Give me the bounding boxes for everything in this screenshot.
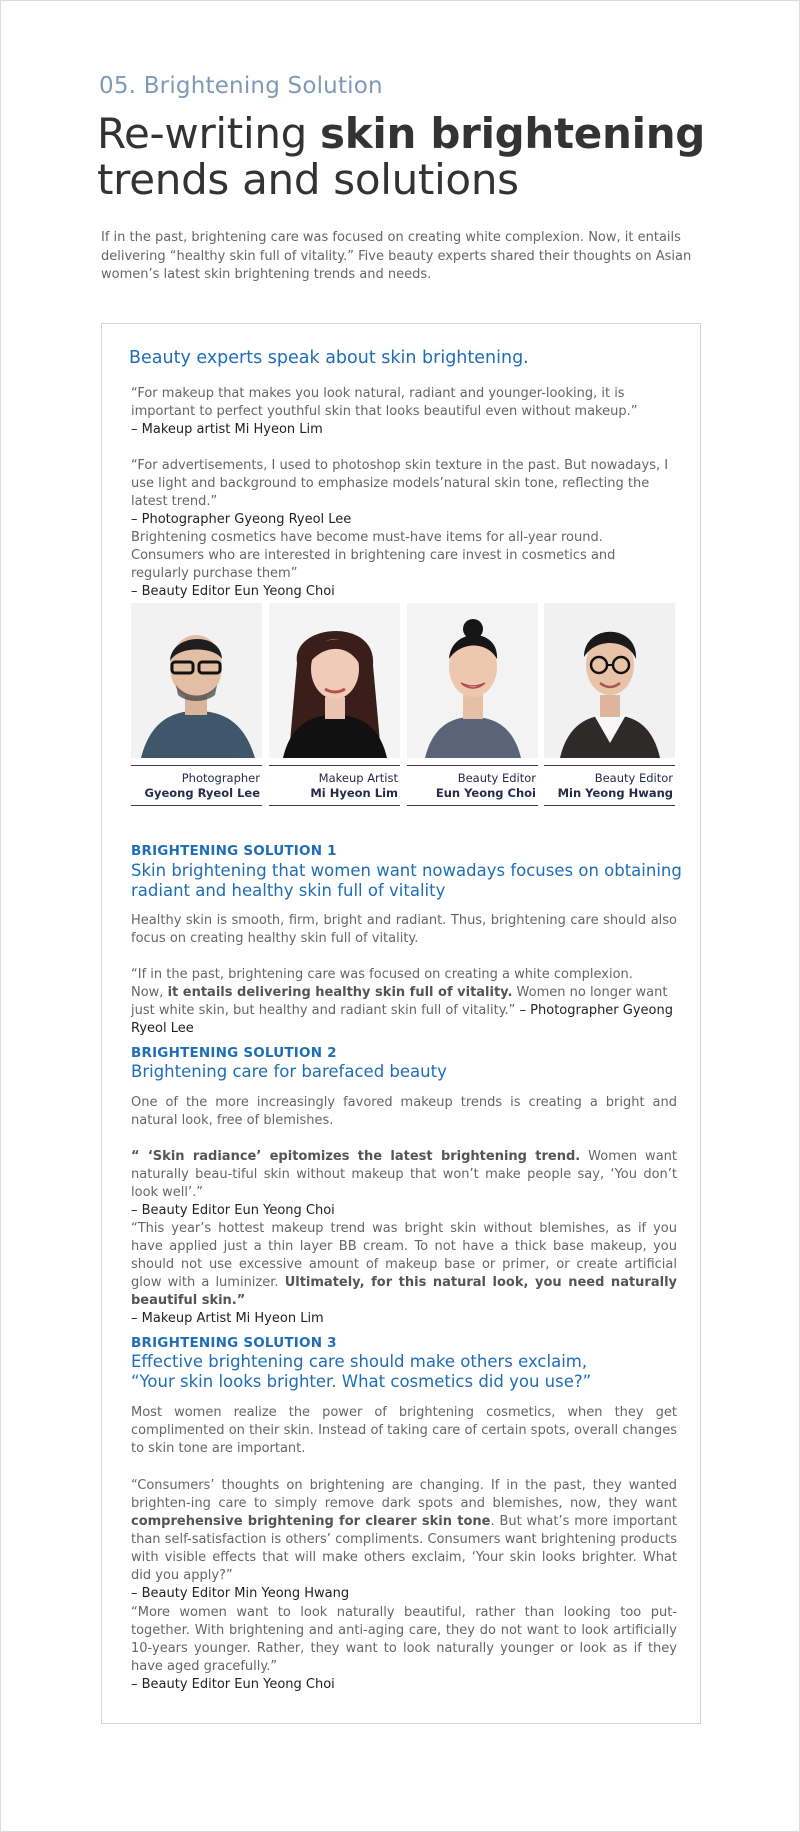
- solution-paragraph: One of the more increasingly favored makeup trends is creating a bright and natural look, free of blemishes.: [131, 1095, 677, 1128]
- expert-photo: [544, 603, 675, 758]
- card-rule: [544, 805, 675, 806]
- title-line-2: trends and solutions: [97, 155, 519, 204]
- solution-heading: [131, 1352, 691, 1392]
- quote-text: “If in the past, brightening care was focused on creating a white complexion.: [131, 967, 633, 982]
- solution-heading-line: Effective brightening care should make others exclaim,: [131, 1352, 588, 1371]
- solution-paragraph: Most women realize the power of brightening cosmetics, when they get complimented on their skin. Instead of taking care of certain spots, overall changes to skin tone are important.: [131, 1405, 677, 1456]
- title-part-bold: skin brightening: [320, 109, 706, 158]
- quote-text: “This year’s hottest makeup trend was bright skin without blemishes, as if you have applied just a thin layer BB cream. To not have a thick base makeup, you should not use excessive amount of makeup base or primer, or create artificial glow with a luminizer.: [131, 1221, 677, 1290]
- expert-photo: [269, 603, 400, 758]
- card-rule: [269, 765, 400, 766]
- expert-card: [269, 603, 400, 807]
- section-kicker: 05. Brightening Solution: [99, 73, 383, 99]
- card-rule: [407, 765, 538, 766]
- quote-attribution: – Beauty Editor Eun Yeong Choi: [131, 1203, 335, 1218]
- solution-quote: [131, 966, 683, 1038]
- solution-quote: [131, 1477, 677, 1603]
- quote-text: Women want naturally beau-tiful skin without makeup that won’t make people say, ‘You don’t look well’.”: [131, 1149, 677, 1200]
- quote-text: “Consumers’ thoughts on brightening are changing. If in the past, they wanted brighten-ing care to simply remove dark spots and blemishes, now, they want: [131, 1478, 677, 1511]
- expert-quote: [131, 457, 675, 529]
- quote-emphasis: “ ‘Skin radiance’ epitomizes the latest brightening trend.: [131, 1149, 581, 1164]
- quote-attribution: – Beauty Editor Eun Yeong Choi: [131, 1677, 335, 1692]
- solution-quote: [131, 1148, 677, 1220]
- title-part-plain: Re-writing: [97, 109, 321, 158]
- solution-label: BRIGHTENING SOLUTION 3: [131, 1335, 337, 1351]
- solution-quote: [131, 1220, 677, 1328]
- expert-name: Gyeong Ryeol Lee: [144, 786, 260, 800]
- panel-title: Beauty experts speak about skin brightening.: [129, 348, 529, 368]
- card-rule: [131, 805, 262, 806]
- quote-attribution: – Beauty Editor Eun Yeong Choi: [131, 584, 335, 599]
- expert-card: [131, 603, 262, 807]
- expert-role: Beauty Editor: [594, 771, 673, 785]
- expert-name: Mi Hyeon Lim: [310, 786, 398, 800]
- card-rule: [131, 765, 262, 766]
- quote-attribution: – Photographer Gyeong Ryeol Lee: [131, 1003, 673, 1036]
- page-title: [97, 111, 705, 203]
- quote-text: . But what’s more important than self-satisfaction is others’ compliments. Consumers want brightening products with visible effects that will make others exclaim, ‘Your skin looks brighter. What did you apply?”: [131, 1514, 677, 1583]
- card-rule: [269, 805, 400, 806]
- solution-heading: Brightening care for barefaced beauty: [131, 1062, 447, 1081]
- expert-photo: [131, 603, 262, 758]
- quote-attribution: – Makeup artist Mi Hyeon Lim: [131, 422, 323, 437]
- expert-name: Eun Yeong Choi: [435, 786, 536, 800]
- quote-text: “More women want to look naturally beautiful, rather than looking too put-together. With brightening and anti-aging care, they do not want to look artificially 10-years younger. Rather, they want to look naturally younger or look as if they have aged gracefully.”: [131, 1605, 677, 1674]
- solution-heading-line: Skin brightening that women want nowadays focuses on obtaining: [131, 861, 682, 880]
- quote-text: Now,: [131, 985, 168, 1000]
- expert-name: Min Yeong Hwang: [557, 786, 673, 800]
- expert-quote: [131, 385, 675, 439]
- quote-text: “For advertisements, I used to photoshop skin texture in the past. But nowadays, I use light and background to emphasize models’natural skin tone, reflecting the latest trend.”: [131, 458, 669, 509]
- card-rule: [544, 765, 675, 766]
- expert-role: Photographer: [181, 771, 260, 785]
- quote-emphasis: comprehensive brightening for clearer skin tone: [131, 1514, 491, 1529]
- expert-photo: [407, 603, 538, 758]
- solution-label: BRIGHTENING SOLUTION 2: [131, 1045, 337, 1061]
- quote-attribution: – Makeup Artist Mi Hyeon Lim: [131, 1311, 324, 1326]
- expert-role: Beauty Editor: [457, 771, 536, 785]
- expert-role: Makeup Artist: [318, 771, 398, 785]
- quote-attribution: – Beauty Editor Min Yeong Hwang: [131, 1586, 350, 1601]
- solution-heading: [131, 861, 691, 901]
- solution-label: BRIGHTENING SOLUTION 1: [131, 843, 337, 859]
- solution-heading-line: “Your skin looks brighter. What cosmetics did you use?”: [131, 1372, 592, 1391]
- quote-emphasis: it entails delivering healthy skin full of vitality.: [167, 985, 513, 1000]
- quote-text: “For makeup that makes you look natural, radiant and younger-looking, it is important to perfect youthful skin that looks beautiful even without makeup.”: [131, 386, 638, 419]
- intro-paragraph: If in the past, brightening care was focused on creating white complexion. Now, it entails delivering “healthy skin full of vitality.” Five beauty experts shared their thoughts on Asian women’s latest skin brightening trends and needs.: [101, 230, 692, 282]
- solution-heading-line: radiant and healthy skin full of vitality: [131, 881, 446, 900]
- quote-attribution: – Photographer Gyeong Ryeol Lee: [131, 512, 352, 527]
- card-rule: [407, 805, 538, 806]
- expert-card: [407, 603, 538, 807]
- solution-paragraph: Healthy skin is smooth, firm, bright and radiant. Thus, brightening care should also focus on creating healthy skin full of vitality.: [131, 913, 677, 946]
- quote-text: Women no longer want just white skin, but healthy and radiant skin full of vitality.”: [131, 985, 668, 1018]
- quote-text: Brightening cosmetics have become must-have items for all-year round. Consumers who are interested in brightening care invest in cosmetics and regularly purchase them”: [131, 530, 616, 581]
- expert-photo-row: [131, 603, 675, 807]
- expert-card: [544, 603, 675, 807]
- expert-quote: [131, 529, 675, 601]
- solution-quote: [131, 1604, 677, 1694]
- quote-emphasis: Ultimately, for this natural look, you need naturally beautiful skin.”: [131, 1275, 678, 1308]
